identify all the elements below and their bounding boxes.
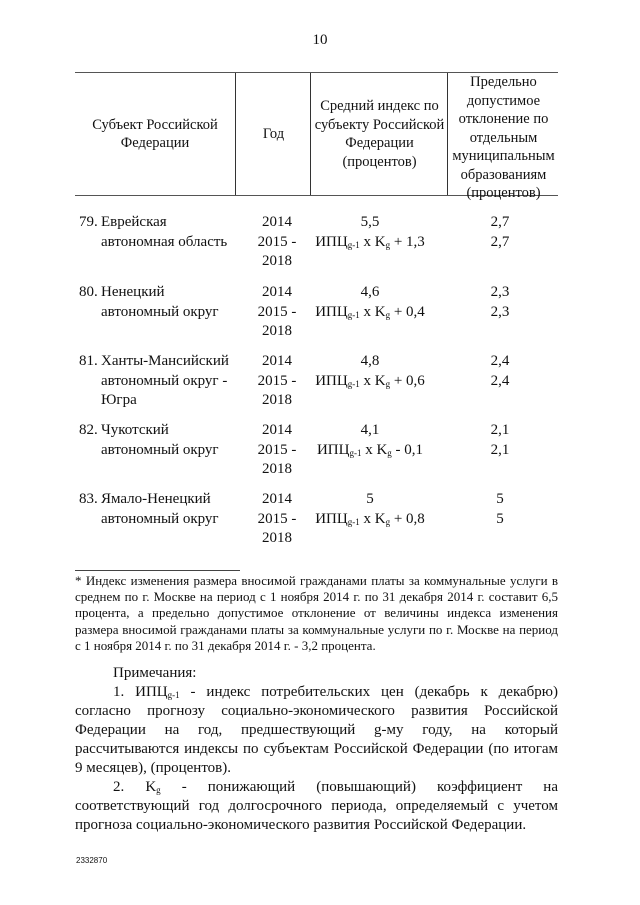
note-1: 1. $ИПЦ_{g-1}$ - индекс потребительских цен (декабрь к декабрю) согласно прогнозу социально-экономического развития Российской Федерации на год, предшествующий g-му году, на который рассчитываются индексы по субъектам Российской Федерации (по итогам 9 месяцев), (процентов).	[75, 684, 558, 776]
max-deviation: 2,1 2,1	[490, 422, 510, 458]
subject-name: Ханты-Мансийский автономный округ - Югра	[101, 353, 229, 408]
header-subject: Субъект Российской Федерации	[92, 116, 218, 151]
table-row	[75, 352, 558, 412]
row-number: 82.	[79, 422, 98, 438]
years: 2014 2015 - 2018	[257, 284, 297, 339]
max-deviation: 2,3 2,3	[490, 284, 510, 320]
row-number: 83.	[79, 491, 98, 507]
header-average-index: Средний индекс по субъекту Российской Федерации (процентов)	[310, 73, 448, 195]
header-year: Год	[235, 73, 311, 195]
row-number: 81.	[79, 353, 98, 369]
subject-name: Ненецкий автономный округ	[101, 284, 219, 320]
table-row	[75, 213, 558, 273]
table-row	[75, 490, 558, 550]
max-deviation: 2,4 2,4	[490, 353, 510, 389]
indices-table	[75, 72, 558, 201]
table-header	[75, 72, 558, 201]
notes-title: Примечания:	[113, 665, 197, 681]
subject-name: Ямало-Ненецкий автономный округ	[101, 491, 219, 527]
subject-name: Чукотский автономный округ	[101, 422, 219, 458]
average-index: 5 $ИПЦ_{g-1}$ x $K_g + 0,8$	[315, 491, 425, 527]
subject-name: Еврейская автономная область	[101, 214, 228, 250]
row-number: 80.	[79, 284, 98, 300]
average-index: 4,1 $ИПЦ_{g-1}$ x $K_g - 0,1$	[316, 422, 424, 458]
average-index: 5,5 $ИПЦ_{g-1}$ x $K_g + 1,3$	[315, 214, 425, 250]
footnote: * Индекс изменения размера вносимой гражданами платы за коммунальные услуги в среднем по г. Москве на период с 1 ноября 2014 г. по 31 декабря 2014 г. составит 6,5 процента, а предельно допустимое отклонение от величины индекса изменения размера вносимой гражданами платы за коммунальные услуги по г. Москве на период с 1 ноября 2014 г. по 31 декабря 2014 г. - 3,2 процента.	[75, 573, 558, 653]
max-deviation: 2,7 2,7	[490, 214, 510, 250]
average-index: 4,6 $ИПЦ_{g-1}$ x $K_g + 0,4$	[315, 284, 425, 320]
average-index: 4,8 $ИПЦ_{g-1}$ x $K_g + 0,6$	[315, 353, 425, 389]
note-2: 2. $K_g$ - понижающий (повышающий) коэффициент на соответствующий год долгосрочного периода, определяемый с учетом прогноза социально-экономического развития Российской Федерации.	[75, 779, 558, 833]
row-number: 79.	[79, 214, 98, 230]
page-number: 10	[312, 32, 328, 48]
document-id: 2332870	[76, 856, 108, 865]
years: 2014 2015 - 2018	[257, 422, 297, 477]
years: 2014 2015 - 2018	[257, 214, 297, 269]
years: 2014 2015 - 2018	[257, 491, 297, 546]
notes-section	[75, 664, 558, 835]
header-max-deviation: Предельно допустимое отклонение по отдельным муниципальным образованиям (процентов)	[447, 73, 559, 195]
table-row	[75, 283, 558, 343]
max-deviation: 5 5	[496, 491, 504, 527]
footnote-divider	[75, 570, 240, 571]
table-row	[75, 421, 558, 481]
years: 2014 2015 - 2018	[257, 353, 297, 408]
